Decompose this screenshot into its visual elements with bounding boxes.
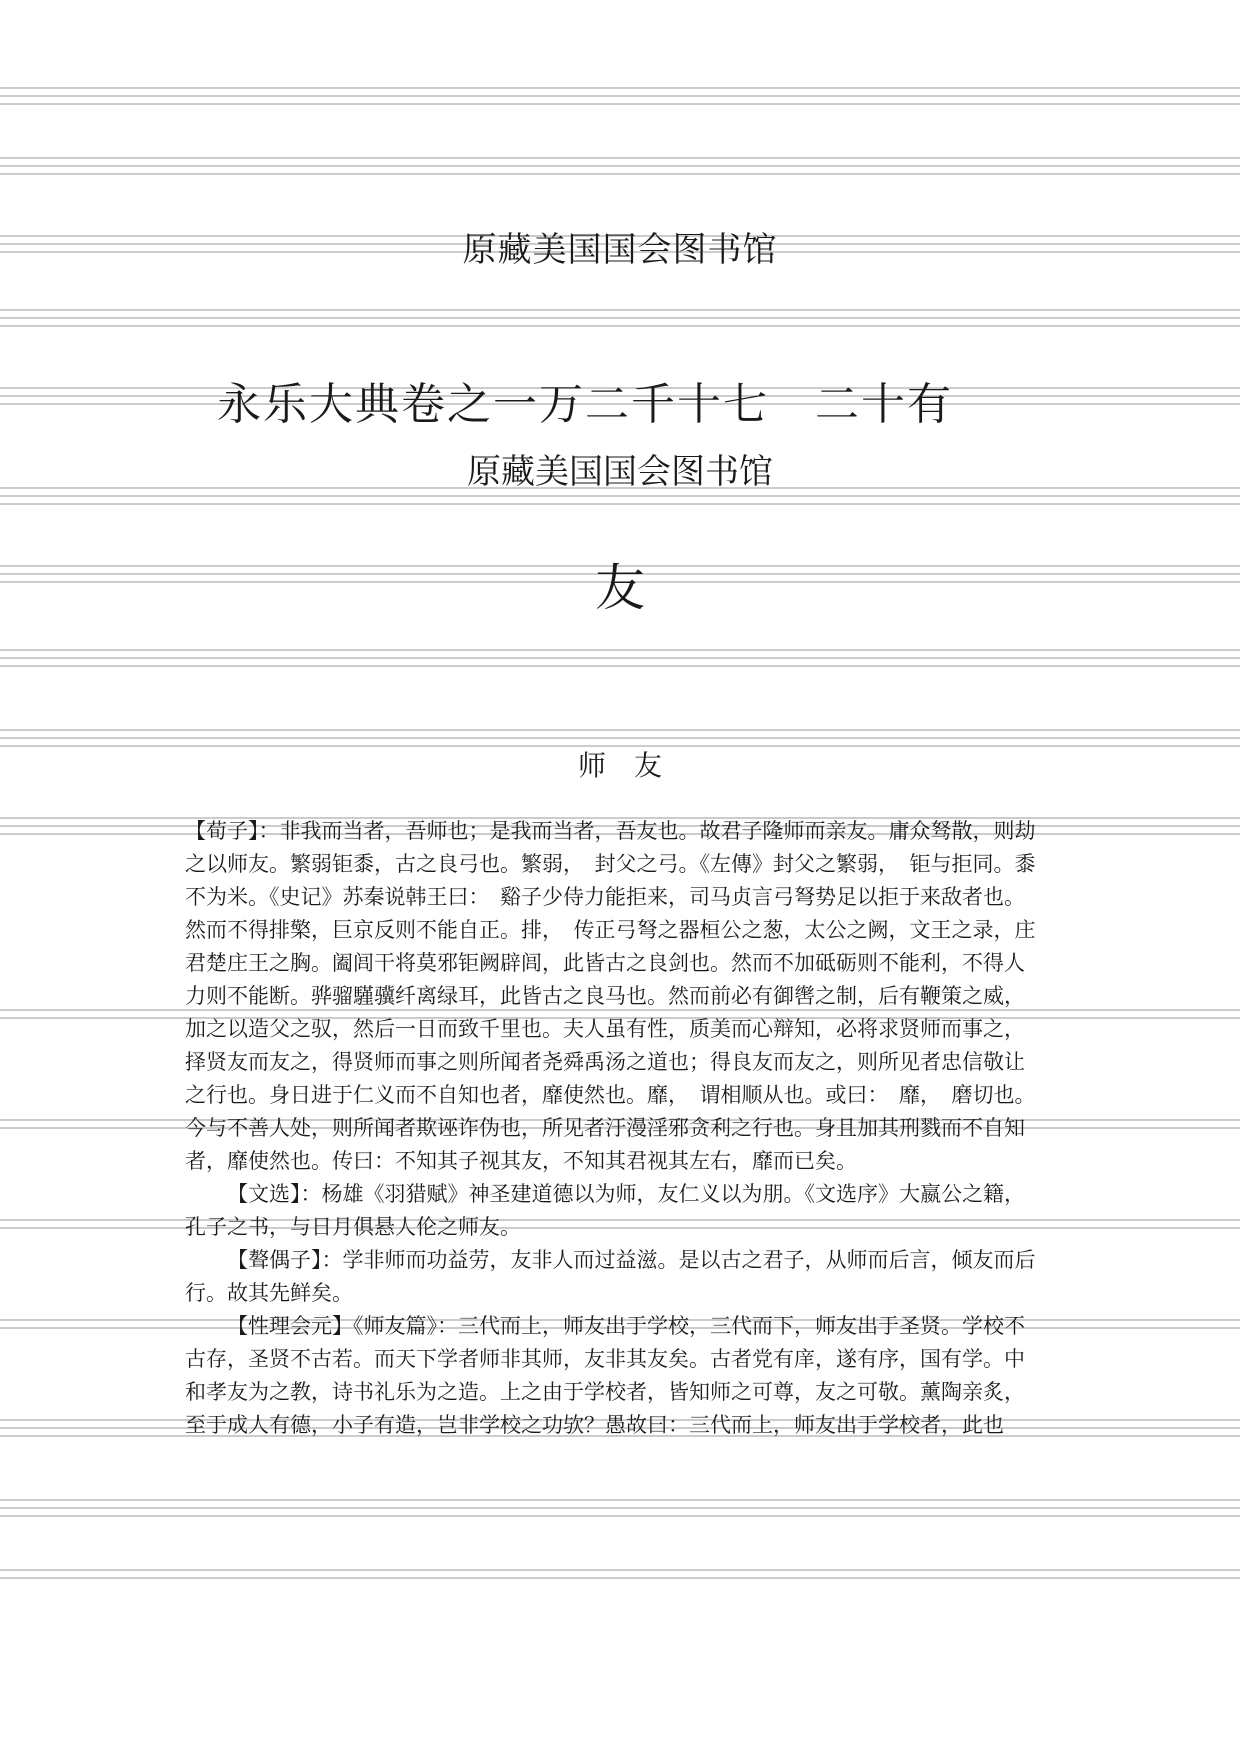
paragraph-xunzi: 【荀子】：非我而当者，吾师也；是我而当者，吾友也。故君子隆师而亲友。庸众驽散，则劫之以师友。繁弱钜黍，古之良弓也。繁弱， 封父之弓。《左傳》封父之繁弱， 钜与拒同。黍不为米。《史记》苏秦说韩王曰： 谿子少侍力能拒来，司马贞言弓弩势足以拒于来敌者也。然而不得排檠，巨京反则不能自正。排， 传正弓弩之器桓公之葱，太公之阙，文王之录，庄君楚庄王之胸。阖闾干将莫邪钜阙辟闾，此皆古之良剑也。然而不加砥砺则不能利，不得人力则不能断。骅骝騹骥纤离绿耳，此皆古之良马也。然而前必有御辔之制，后有鞭策之威，加之以造父之驭，然后一日而致千里也。夫人虽有性，质美而心辩知，必将求贤师而事之，择贤友而友之，得贤师而事之则所闻者尧舜禹汤之道也；得良友而友之，则所见者忠信敬让之行也。身日进于仁义而不自知也者，靡使然也。靡， 谓相顺从也。或曰： 靡， 磨切也。今与不善人处，则所闻者欺诬诈伪也，所见者汙漫淫邪贪利之行也。身且加其刑戮而不自知者，靡使然也。传曰：不知其子视其友，不知其君视其左右，靡而已矣。 — [185, 819, 1036, 1173]
source-header-top: 原藏美国国会图书馆 — [462, 230, 778, 270]
section-title: 师 友 — [577, 749, 662, 782]
body-text — [185, 815, 1045, 1442]
paragraph-wenxuan: 【文选】：杨雄《羽猎赋》神圣建道德以为师，友仁义以为朋。《文选序》大嬴公之籍，孔子之书，与日月俱悬人伦之师友。 — [185, 1182, 1025, 1239]
paragraph-aoouzi: 【聱偶子】：学非师而功益劳，友非人而过益滋。是以古之君子，从师而后言，倾友而后行。故其先鲜矣。 — [185, 1248, 1036, 1305]
book-title: 永乐大典卷之一万二千十七 二十有 — [217, 379, 953, 430]
headword: 友 — [595, 559, 645, 617]
source-header-sub: 原藏美国国会图书馆 — [467, 452, 773, 492]
paragraph-xingli-huiyuan: 【性理会元】《师友篇》：三代而上，师友出于学校，三代而下，师友出于圣贤。学校不古存，圣贤不古若。而天下学者师非其师，友非其友矣。古者党有庠，遂有序，国有学。中和孝友为之教，诗书礼乐为之造。上之由于学校者，皆知师之可尊，友之可敬。薰陶亲炙，至于成人有德，小子有造，岂非学校之功欤？愚故曰：三代而上，师友出于学校者，此也 — [185, 1314, 1025, 1437]
